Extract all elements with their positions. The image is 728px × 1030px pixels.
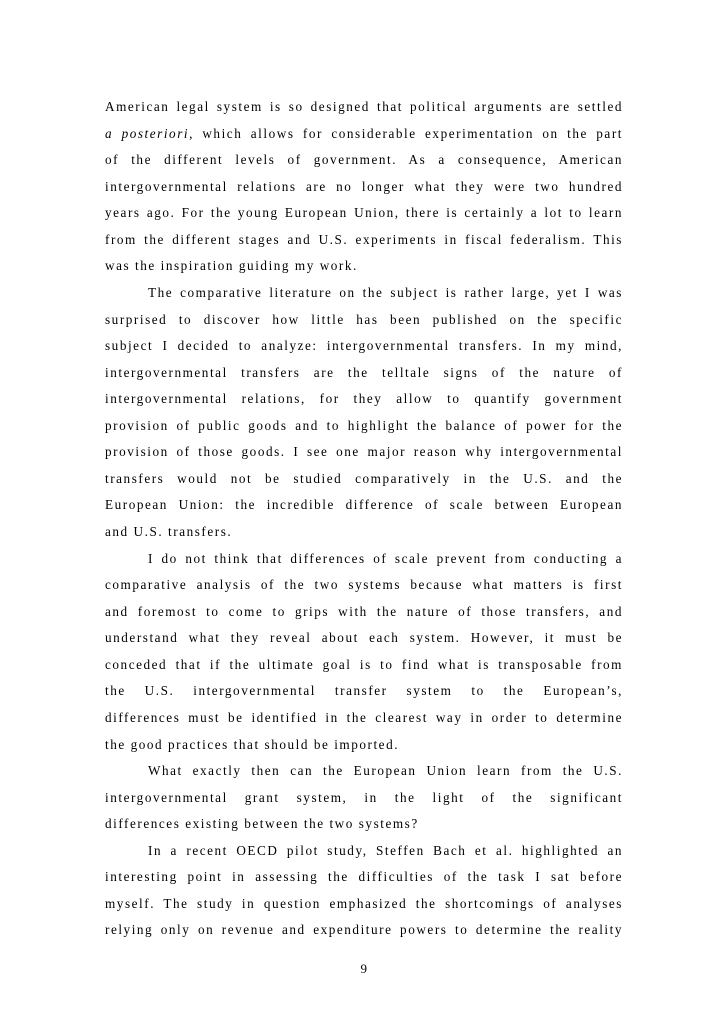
paragraph-first-line: I do not think that differences of scale prevent from conducting a: [148, 550, 623, 566]
text-line: conceded that if the ultimate goal is to find what is transposable from: [105, 656, 623, 672]
text-line: intergovernmental relations, for they allow to quantify government: [105, 391, 623, 407]
text-line: intergovernmental grant system, in the light of the significant: [105, 789, 623, 805]
text-line: differences must be identified in the clearest way in order to determine: [105, 709, 623, 725]
text-line: understand what they reveal about each system. However, it must be: [105, 630, 623, 646]
paragraph-first-line: What exactly then can the European Union learn from the U.S.: [148, 763, 623, 779]
text-line: of the different levels of government. As a consequence, American: [105, 152, 623, 168]
text-line: European Union: the incredible difference of scale between European: [105, 497, 623, 513]
text-line: myself. The study in question emphasized the shortcomings of analyses: [105, 895, 623, 911]
paragraph-first-line: In a recent OECD pilot study, Steffen Bach et al. highlighted an: [148, 842, 623, 858]
text-line: and U.S. transfers.: [105, 524, 233, 539]
text-line: [105, 121, 623, 148]
text-line: American legal system is so designed that political arguments are settled: [105, 99, 623, 114]
text-line: relying only on revenue and expenditure powers to determine the reality: [105, 922, 623, 938]
text-line: years ago. For the young European Union, there is certainly a lot to learn: [105, 205, 623, 221]
text-line: the U.S. intergovernmental transfer system to the European’s,: [105, 683, 623, 699]
paragraph-first-line: The comparative literature on the subject is rather large, yet I was: [148, 284, 623, 300]
text-line: interesting point in assessing the difficulties of the task I sat before: [105, 869, 623, 885]
text-line: differences existing between the two systems?: [105, 816, 419, 832]
text-line: transfers would not be studied comparatively in the U.S. and the: [105, 470, 623, 486]
text-line: provision of public goods and to highlight the balance of power for the: [105, 417, 623, 433]
page-number: 9: [360, 961, 368, 976]
text-line: surprised to discover how little has been published on the specific: [105, 311, 623, 327]
italic-phrase: a posteriori: [105, 125, 190, 141]
text-line: from the different stages and U.S. experiments in fiscal federalism. This: [105, 231, 623, 247]
text-line: subject I decided to analyze: intergovernmental transfers. In my mind,: [105, 338, 623, 354]
text-line: comparative analysis of the two systems because what matters is first: [105, 577, 623, 593]
body-text: [105, 94, 623, 944]
text-line-rest: , which allows for considerable experimentation on the part: [189, 125, 623, 141]
text-line: the good practices that should be imported.: [105, 736, 400, 752]
text-line: was the inspiration guiding my work.: [105, 258, 358, 274]
text-line: intergovernmental relations are no longer what they were two hundred: [105, 178, 623, 194]
text-line: provision of those goods. I see one major reason why intergovernmental: [105, 444, 623, 460]
text-line: intergovernmental transfers are the telltale signs of the nature of: [105, 364, 623, 380]
text-line: and foremost to come to grips with the nature of those transfers, and: [105, 603, 623, 619]
